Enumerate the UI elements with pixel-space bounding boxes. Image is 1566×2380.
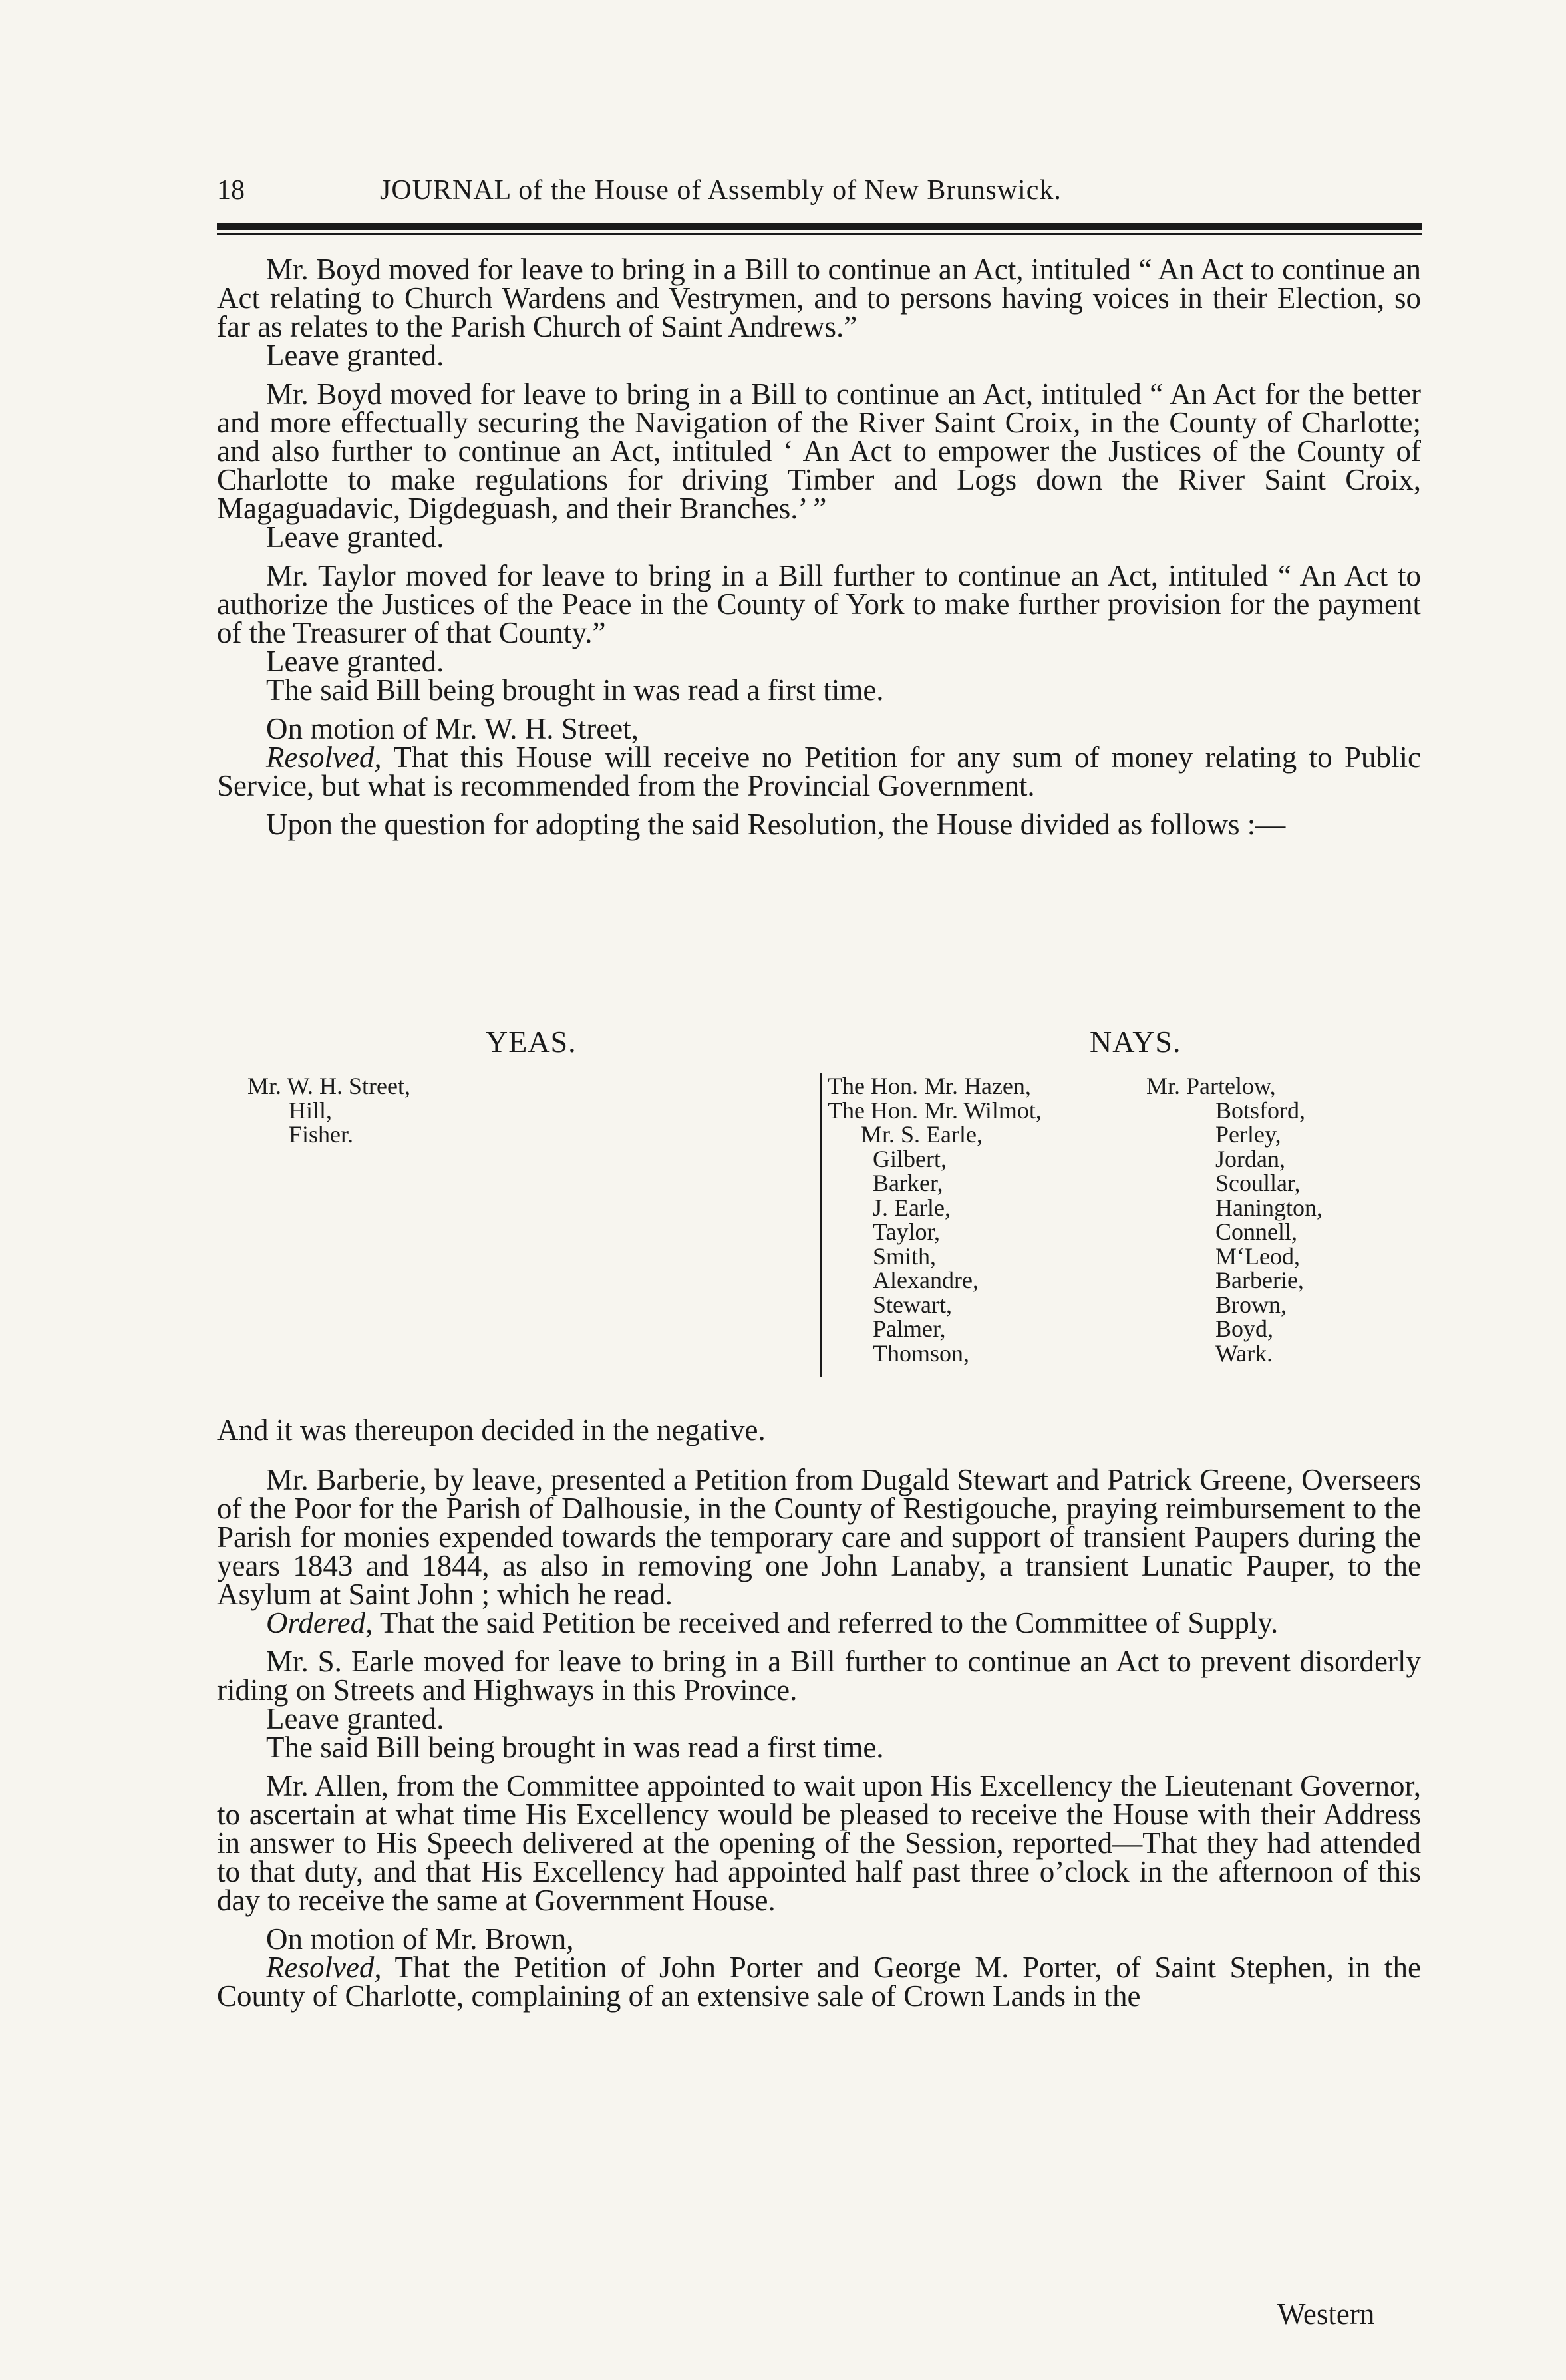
nay-member: Thomson, (873, 1339, 970, 1367)
nay-member: Stewart, (873, 1291, 952, 1318)
paragraph-resolved-1 (217, 743, 1421, 800)
yeas-heading: YEAS. (486, 1025, 577, 1059)
nay-member: Jordan, (1215, 1145, 1285, 1172)
paragraph-motion-street: On motion of Mr. W. H. Street, (266, 712, 639, 745)
paragraph-leave-granted-3: Leave granted. (266, 645, 444, 678)
paragraph-motion-brown: On motion of Mr. Brown, (266, 1922, 574, 1955)
paragraph-first-reading-1: The said Bill being brought in was read a first time. (266, 673, 884, 707)
paragraph-leave-granted-4: Leave granted. (266, 1702, 444, 1735)
nay-member: Boyd, (1215, 1315, 1274, 1342)
nay-member: Barker, (873, 1170, 943, 1196)
nay-member: Gilbert, (873, 1145, 947, 1172)
nay-member: Scoullar, (1215, 1170, 1301, 1196)
yea-member: Hill, (289, 1097, 333, 1124)
paragraph-ordered (217, 1606, 1421, 1639)
paragraph-resolved-2 (217, 1951, 1422, 2013)
yea-member: Mr. W. H. Street, (247, 1073, 411, 1099)
nay-member: M‘Leod, (1215, 1242, 1300, 1270)
paragraph-earle-motion: Mr. S. Earle moved for leave to bring in a Bill further to continue an Act to prevent disorderly riding on Streets and Highways in this Province. (217, 1645, 1421, 1707)
ordered-text: That the said Petition be received and referred to the Committee of Supply. (379, 1606, 1279, 1639)
yea-member: Fisher. (289, 1121, 354, 1148)
nay-member: Mr. Partelow, (1146, 1073, 1276, 1099)
page-number: 18 (217, 175, 245, 206)
nay-member: Wark. (1215, 1339, 1273, 1367)
ordered-label: Ordered, (266, 1606, 373, 1639)
paragraph-boyd-motion-1: Mr. Boyd moved for leave to bring in a Bill to continue an Act, intituled “ An Act to continue an Act relating to Church Wardens and Vestrymen, and to persons having voices in their Election, so far as relates to the Parish Church of Saint Andrews.” (217, 253, 1421, 343)
nays-list-col2 (1146, 1074, 1323, 1365)
yeas-list (247, 1074, 410, 1147)
vote-column-divider (820, 1073, 822, 1377)
resolved-label: Resolved, (266, 1951, 382, 1984)
nays-heading: NAYS. (1090, 1025, 1181, 1059)
header-rule-thin (217, 233, 1422, 235)
paragraph-taylor-motion: Mr. Taylor moved for leave to bring in a Bill further to continue an Act, intituled “ An Act to authorize the Justices of the Peace in the County of York to make further provision for the payment of the Treasurer of that County.” (217, 559, 1421, 649)
running-title: JOURNAL of the House of Assembly of New Brunswick. (380, 175, 1062, 206)
nay-member: Perley, (1215, 1121, 1281, 1148)
nay-member: Palmer, (873, 1315, 946, 1342)
nay-member: The Hon. Mr. Wilmot, (828, 1097, 1042, 1124)
journal-body-upper (217, 255, 1421, 849)
nay-member: The Hon. Mr. Hazen, (828, 1073, 1031, 1099)
division-list (217, 1025, 1421, 1436)
resolved-label: Resolved, (266, 741, 382, 774)
paragraph-barberie-petition: Mr. Barberie, by leave, presented a Petition from Dugald Stewart and Patrick Greene, Overseers of the Poor for the Parish of Dalhousie, in the County of Restigouche, praying reimbursement to the Parish for monies expended towards the temporary care and support of transient Paupers during the years 1843 and 1844, as also in removing one John Lanaby, a transient Lunatic Pauper, to the Asylum at Saint John ; which he read. (217, 1463, 1421, 1611)
header-rule-thick (217, 223, 1422, 230)
paragraph-boyd-motion-2: Mr. Boyd moved for leave to bring in a Bill to continue an Act, intituled “ An Act for the better and more effectually securing the Navigation of the River Saint Croix, in the County of Charlotte; and also further to continue an Act, intituled ‘ An Act to empower the Justices of the County of Charlotte to make regulations for driving Timber and Logs down the River Saint Croix, Magaguadavic, Digdeguash, and their Branches.’ ” (217, 377, 1421, 525)
nay-member: Mr. S. Earle, (861, 1121, 983, 1148)
nay-member: Hanington, (1215, 1194, 1323, 1221)
paragraph-leave-granted-1: Leave granted. (266, 339, 444, 372)
nay-member: Brown, (1215, 1291, 1287, 1318)
nay-member: Alexandre, (873, 1267, 979, 1293)
paragraph-allen-report: Mr. Allen, from the Committee appointed to wait upon His Excellency the Lieutenant Governor, to ascertain at what time His Excellency would be pleased to receive the House with their Address in answer to His Speech delivered at the opening of the Session, reported—That they had attended to that duty, and that His Excellency had appointed half past three o’clock in the afternoon of this day to receive the same at Government House. (217, 1769, 1421, 1917)
nay-member: Taylor, (873, 1218, 941, 1245)
paragraph-first-reading-2: The said Bill being brought in was read a first time. (266, 1731, 884, 1764)
nay-member: J. Earle, (873, 1194, 951, 1221)
paragraph-decided-negative: And it was thereupon decided in the negative. (217, 1413, 766, 1446)
paragraph-division-question: Upon the question for adopting the said Resolution, the House divided as follows :— (266, 808, 1286, 841)
nay-member: Smith, (873, 1242, 937, 1270)
resolved-text-2: That the Petition of John Porter and George M. Porter, of Saint Stephen, in the County of Charlotte, complaining of an extensive sale of Crown Lands in the (217, 1951, 1422, 2013)
journal-body-lower (217, 1413, 1422, 2013)
nays-list-col1 (828, 1074, 1042, 1365)
nay-member: Barberie, (1215, 1267, 1304, 1293)
nay-member: Connell, (1215, 1218, 1297, 1245)
catchword: Western (1277, 2297, 1375, 2331)
nay-member: Botsford, (1215, 1097, 1305, 1124)
resolved-text-1: That this House will receive no Petition for any sum of money relating to Public Service, but what is recommended from the Provincial Government. (217, 741, 1422, 802)
paragraph-leave-granted-2: Leave granted. (266, 520, 444, 554)
